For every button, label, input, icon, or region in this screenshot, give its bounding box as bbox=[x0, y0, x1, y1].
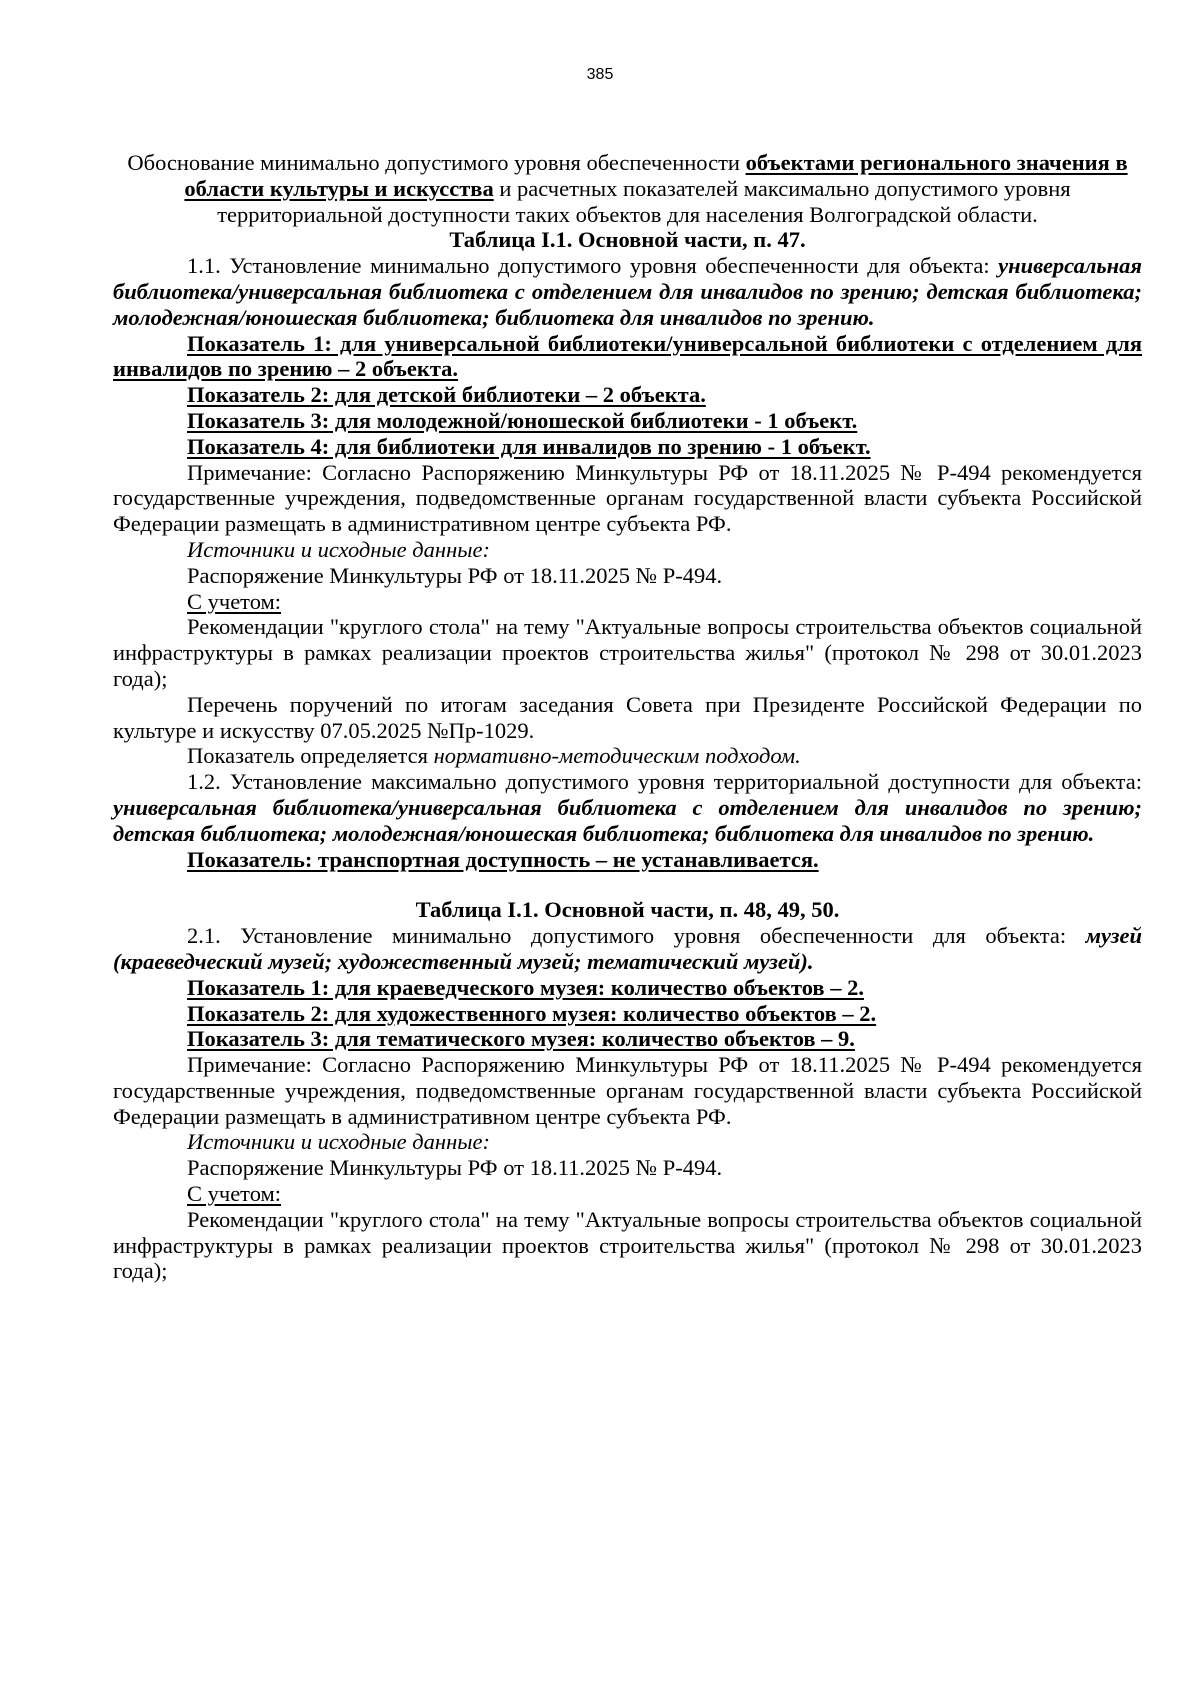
page-number: 385 bbox=[586, 66, 614, 83]
indicator-1-1: Показатель 1: для универсальной библиотеки/универсальной библиотеки с отделением для инвалидов по зрению – 2 объекта. bbox=[113, 330, 1142, 382]
paragraph-2-1 bbox=[113, 923, 1142, 975]
table-title-2: Таблица I.1. Основной части, п. 48, 49, 50. bbox=[415, 897, 840, 923]
document-body bbox=[113, 150, 1142, 1284]
paragraph-1-2 bbox=[113, 769, 1142, 846]
method-note-approach: нормативно-методическим подходом. bbox=[433, 743, 801, 769]
considering-label-2 bbox=[113, 1181, 1142, 1207]
sources-label-1: Источники и исходные данные: bbox=[187, 536, 490, 562]
table-title-1: Таблица I.1. Основной части, п. 47. bbox=[449, 227, 806, 253]
method-note-text: Показатель определяется bbox=[187, 743, 434, 769]
section-spacer bbox=[113, 872, 1142, 897]
considering-label-1-text: С учетом: bbox=[187, 588, 282, 614]
paragraph-2-1-objects: музей (краеведческий музей; художественный музей; тематический музей). bbox=[113, 923, 1142, 974]
sources-label-2: Источники и исходные данные: bbox=[187, 1129, 490, 1155]
paragraph-2-1-text: 2.1. Установление минимально допустимого уровня обеспеченности для объекта: bbox=[187, 923, 1086, 949]
transport-indicator: Показатель: транспортная доступность – не устанавливается. bbox=[187, 846, 819, 872]
indicator-2-2: Показатель 2: для художественного музея: количество объектов – 2. bbox=[187, 1000, 877, 1026]
instructions-list: Перечень поручений по итогам заседания Совета при Президенте Российской Федерации по культуре и искусству 07.05.2025 №Пр-1029. bbox=[113, 691, 1142, 743]
document-heading bbox=[113, 150, 1142, 227]
method-note bbox=[113, 743, 1142, 769]
indicator-2-3: Показатель 3: для тематического музея: количество объектов – 9. bbox=[187, 1026, 855, 1052]
note-2: Примечание: Согласно Распоряжению Минкультуры РФ от 18.11.2025 № Р-494 рекомендуется государственные учреждения, подведомственные органам государственной власти субъекта Российской Федерации размещать в административном центре субъекта РФ. bbox=[113, 1052, 1142, 1129]
paragraph-1-1-text: 1.1. Установление минимально допустимого уровня обеспеченности для объекта: bbox=[187, 253, 999, 279]
paragraph-1-2-text: 1.2. Установление максимально допустимого уровня территориальной доступности для объекта: bbox=[187, 769, 1142, 795]
indicator-2-1: Показатель 1: для краеведческого музея: количество объектов – 2. bbox=[187, 974, 864, 1000]
indicator-1-3: Показатель 3: для молодежной/юношеской библиотеки - 1 объект. bbox=[187, 407, 858, 433]
indicator-1-4: Показатель 4: для библиотеки для инвалидов по зрению - 1 объект. bbox=[187, 433, 871, 459]
heading-part-3: и расчетных показателей максимально допустимого уровня территориальной доступности таких объектов для населения Волгоградской области. bbox=[217, 175, 1071, 227]
note-1: Примечание: Согласно Распоряжению Минкультуры РФ от 18.11.2025 № Р-494 рекомендуется государственные учреждения, подведомственные органам государственной власти субъекта Российской Федерации размещать в административном центре субъекта РФ. bbox=[113, 459, 1142, 537]
paragraph-1-2-objects: универсальная библиотека/универсальная библиотека с отделением для инвалидов по зрению; детская библиотека; молодежная/юношеская библиотека; библиотека для инвалидов по зрению. bbox=[113, 794, 1142, 846]
recommendation-1: Рекомендации "круглого стола" на тему "Актуальные вопросы строительства объектов социальной инфраструктуры в рамках реализации проектов строительства жилья" (протокол № 298 от 30.01.2023 года); bbox=[113, 614, 1142, 691]
paragraph-1-1 bbox=[113, 253, 1142, 330]
heading-part-1: Обоснование минимально допустимого уровня обеспеченности bbox=[127, 150, 746, 175]
source-2: Распоряжение Минкультуры РФ от 18.11.2025 № Р-494. bbox=[187, 1155, 723, 1181]
considering-label-1 bbox=[113, 589, 1142, 615]
paragraph-1-1-objects: универсальная библиотека/универсальная библиотека с отделением для инвалидов по зрению; детская библиотека; молодежная/юношеская библиотека; библиотека для инвалидов по зрению. bbox=[113, 253, 1142, 330]
source-1: Распоряжение Минкультуры РФ от 18.11.2025 № Р-494. bbox=[187, 562, 723, 588]
indicator-1-2: Показатель 2: для детской библиотеки – 2 объекта. bbox=[187, 382, 706, 408]
heading-emphasis: объектами регионального значения в области культуры и искусства bbox=[184, 150, 1128, 201]
recommendation-2: Рекомендации "круглого стола" на тему "Актуальные вопросы строительства объектов социальной инфраструктуры в рамках реализации проектов строительства жилья" (протокол № 298 от 30.01.2023 года); bbox=[113, 1206, 1142, 1284]
considering-label-2-text: С учетом: bbox=[187, 1181, 282, 1207]
